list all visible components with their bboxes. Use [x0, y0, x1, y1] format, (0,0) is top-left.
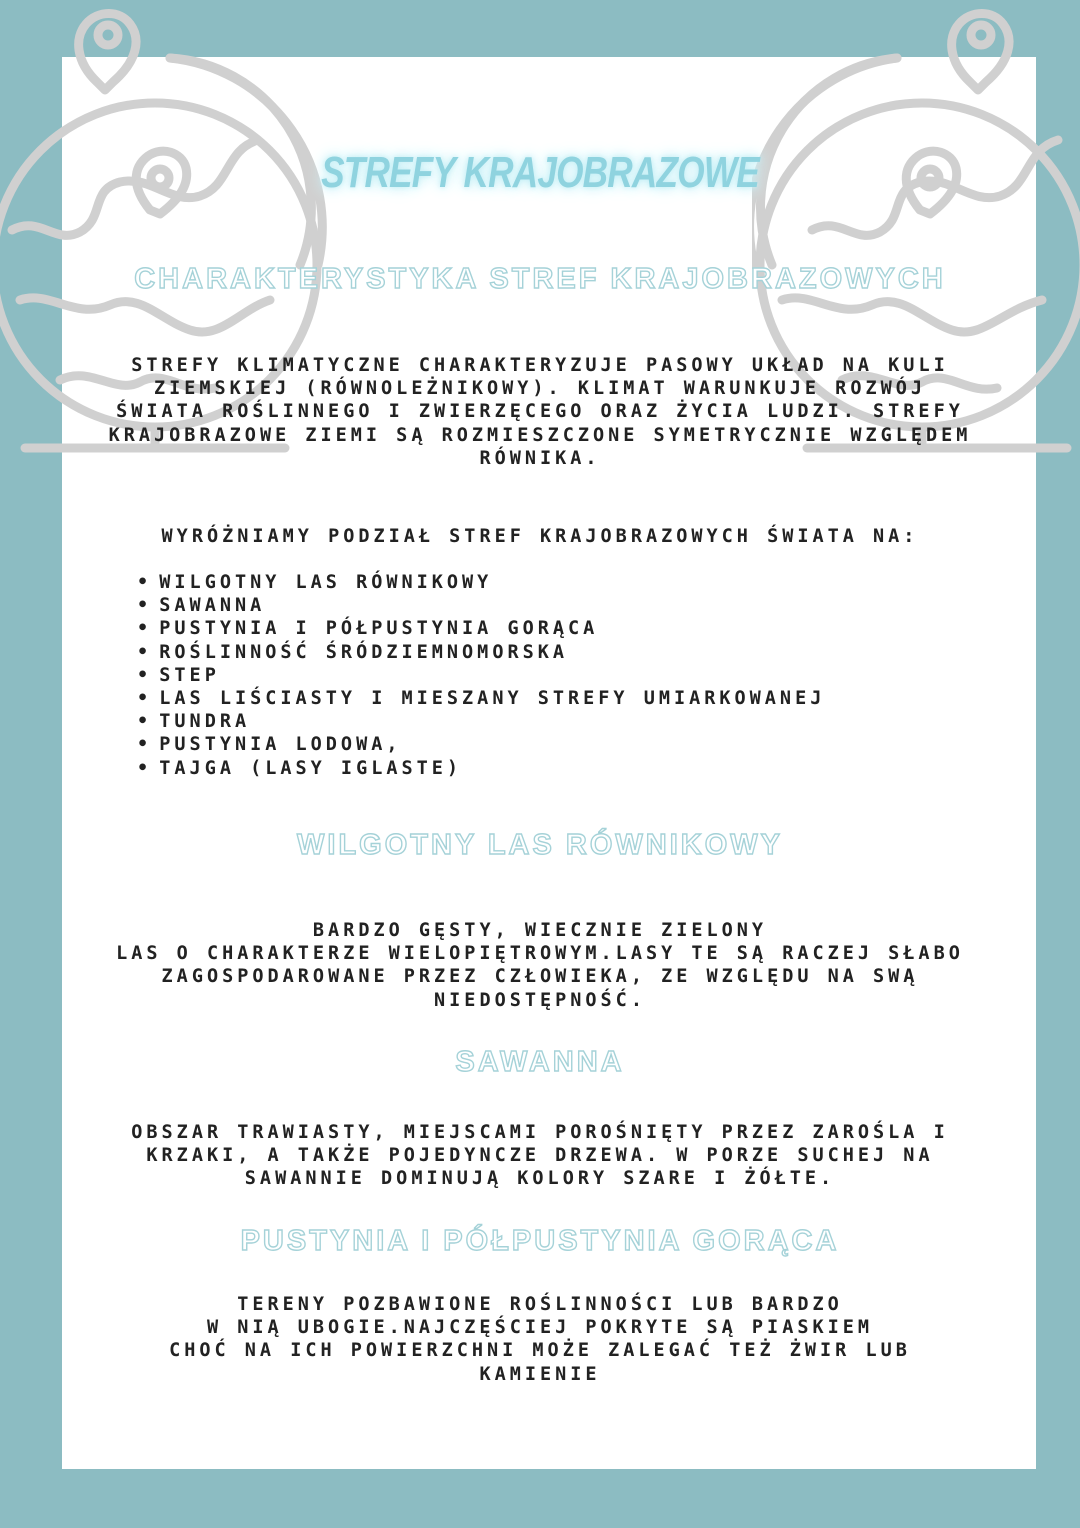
section-heading-characteristics: CHARAKTERYSTYKA STREF KRAJOBRAZOWYCH [134, 263, 946, 295]
rainforest-paragraph [100, 919, 980, 1012]
intro-line: STREFY KLIMATYCZNE CHARAKTERYZUJE PASOWY UKŁAD NA KULI [131, 355, 949, 376]
list-item: • PUSTYNIA LODOWA, [137, 733, 825, 756]
page-title: STREFY KRAJOBRAZOWE [321, 148, 759, 197]
savanna-paragraph [100, 1121, 980, 1191]
list-item: • STEP [137, 664, 825, 687]
desert-line: CHOĆ NA ICH POWIERZCHNI MOŻE ZALEGAĆ TEŻ ŻWIR LUB [169, 1340, 911, 1362]
zone-list [137, 571, 825, 780]
list-lead: WYRÓŻNIAMY PODZIAŁ STREF KRAJOBRAZOWYCH ŚWIATA NA: [161, 526, 919, 547]
rainforest-line: ZAGOSPODAROWANE PRZEZ CZŁOWIEKA, ZE WZGLĘDU NA SWĄ [161, 966, 919, 988]
list-item: • TUNDRA [137, 710, 825, 733]
desert-line: W NIĄ UBOGIE.NAJCZĘŚCIEJ POKRYTE SĄ PIASKIEM [206, 1317, 874, 1339]
intro-line: KRAJOBRAZOWE ZIEMI SĄ ROZMIESZCZONE SYMETRYCZNIE WZGLĘDEM [108, 424, 972, 446]
list-item: • LAS LIŚCIASTY I MIESZANY STREFY UMIARKOWANEJ [137, 687, 825, 710]
intro-line: RÓWNIKA. [479, 447, 601, 469]
desert-line: TERENY POZBAWIONE ROŚLINNOŚCI LUB BARDZO [237, 1294, 843, 1315]
intro-line: ŚWIATA ROŚLINNEGO I ZWIERZĘCEGO ORAZ ŻYCIA LUDZI. STREFY [116, 401, 964, 423]
list-item: • SAWANNA [137, 594, 825, 617]
list-item: • WILGOTNY LAS RÓWNIKOWY [137, 571, 825, 594]
section-heading-desert: PUSTYNIA I PÓŁPUSTYNIA GORĄCA [240, 1225, 840, 1257]
savanna-line: OBSZAR TRAWIASTY, MIEJSCAMI POROŚNIĘTY PRZEZ ZAROŚLA I [131, 1122, 949, 1143]
list-item: • ROŚLINNOŚĆ ŚRÓDZIEMNOMORSKA [137, 641, 825, 664]
desert-paragraph [100, 1293, 980, 1386]
list-item: • PUSTYNIA I PÓŁPUSTYNIA GORĄCA [137, 617, 825, 640]
savanna-line: SAWANNIE DOMINUJĄ KOLORY SZARE I ŻÓŁTE. [244, 1168, 836, 1190]
intro-paragraph [100, 354, 980, 470]
section-heading-savanna: SAWANNA [455, 1046, 625, 1078]
list-item: • TAJGA (LASY IGLASTE) [137, 757, 825, 780]
section-heading-rainforest: WILGOTNY LAS RÓWNIKOWY [297, 829, 783, 861]
savanna-line: KRZAKI, A TAKŻE POJEDYNCZE DRZEWA. W PORZE SUCHEJ NA [146, 1145, 934, 1167]
rainforest-line: NIEDOSTĘPNOŚĆ. [434, 989, 646, 1011]
rainforest-line: LAS O CHARAKTERZE WIELOPIĘTROWYM.LASY TE SĄ RACZEJ SŁABO [116, 943, 964, 965]
desert-line: KAMIENIE [479, 1363, 601, 1385]
intro-line: ZIEMSKIEJ (RÓWNOLEŻNIKOWY). KLIMAT WARUNKUJE ROZWÓJ [153, 378, 927, 400]
rainforest-line: BARDZO GĘSTY, WIECZNIE ZIELONY [312, 920, 768, 941]
